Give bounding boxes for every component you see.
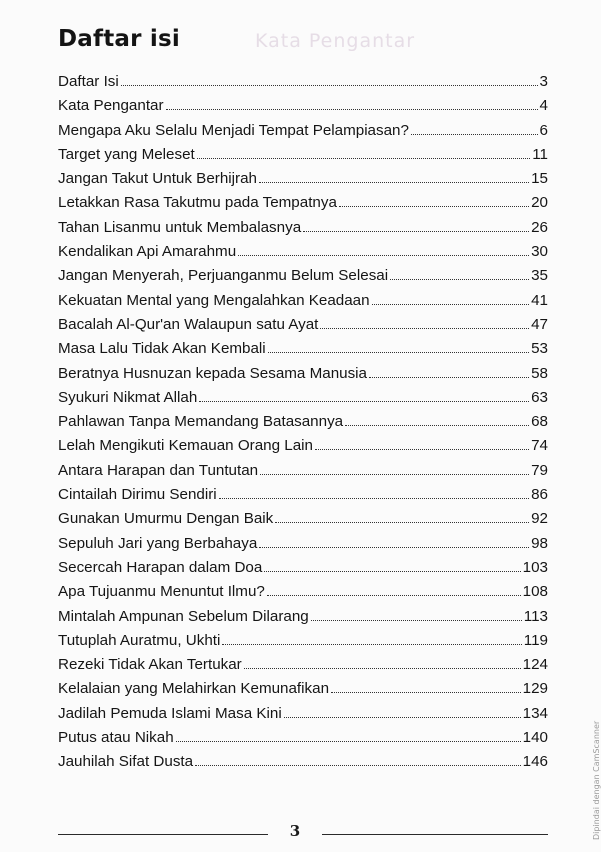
dot-leader — [275, 522, 529, 523]
toc-entry-title: Jauhilah Sifat Dusta — [58, 753, 194, 771]
toc-entry — [58, 362, 548, 386]
toc-entry-page: 129 — [522, 680, 548, 698]
dot-leader — [372, 304, 530, 305]
toc-entry — [58, 653, 548, 677]
toc-entry-page: 124 — [522, 656, 548, 674]
toc-entry — [58, 459, 548, 483]
toc-entry — [58, 580, 548, 604]
toc-entry — [58, 119, 548, 143]
dot-leader — [222, 644, 521, 645]
toc-entry-title: Lelah Mengikuti Kemauan Orang Lain — [58, 437, 313, 455]
dot-leader — [264, 571, 520, 572]
dot-leader — [369, 377, 529, 378]
page-number: 3 — [289, 822, 301, 840]
toc-entry-title: Syukuri Nikmat Allah — [58, 388, 198, 406]
toc-entry — [58, 191, 548, 215]
toc-entry-page: 4 — [539, 97, 548, 115]
toc-entry — [58, 702, 548, 726]
dot-leader — [303, 231, 529, 232]
toc-entry-page: 47 — [531, 315, 548, 333]
toc-entry-title: Jangan Takut Untuk Berhijrah — [58, 170, 257, 188]
dot-leader — [411, 134, 538, 135]
toc-entry-title: Kelalaian yang Melahirkan Kemunafikan — [58, 680, 330, 698]
toc-entry-page: 103 — [522, 558, 548, 576]
toc-entry — [58, 143, 548, 167]
toc-entry — [58, 337, 548, 361]
toc-entry-title: Kata Pengantar — [58, 97, 164, 115]
dot-leader — [345, 425, 529, 426]
dot-leader — [197, 158, 530, 159]
dot-leader — [339, 206, 529, 207]
toc-entry-page: 79 — [531, 461, 548, 479]
toc-entry-page: 53 — [531, 340, 548, 358]
toc-entry-title: Gunakan Umurmu Dengan Baik — [58, 510, 274, 528]
toc-entry-title: Jadilah Pemuda Islami Masa Kini — [58, 704, 282, 722]
toc-entry-title: Putus atau Nikah — [58, 729, 174, 747]
toc-entry-title: Beratnya Husnuzan kepada Sesama Manusia — [58, 364, 368, 382]
toc-entry-title: Apa Tujuanmu Menuntut Ilmu? — [58, 583, 265, 601]
toc-entry-page: 74 — [531, 437, 548, 455]
dot-leader — [260, 474, 529, 475]
toc-entry-title: Tahan Lisanmu untuk Membalasnya — [58, 218, 302, 236]
dot-leader — [315, 449, 529, 450]
toc-entry-page: 86 — [531, 486, 548, 504]
toc-entry-page: 11 — [532, 145, 548, 163]
toc-entry-title: Jangan Menyerah, Perjuanganmu Belum Selesai — [58, 267, 389, 285]
toc-entry — [58, 167, 548, 191]
toc-entry-title: Tutuplah Auratmu, Ukhti — [58, 631, 221, 649]
dot-leader — [284, 717, 521, 718]
toc-entry-page: 113 — [523, 607, 548, 625]
toc-entry — [58, 726, 548, 750]
toc-entry — [58, 483, 548, 507]
toc-entry-title: Bacalah Al-Qur'an Walaupun satu Ayat — [58, 315, 319, 333]
toc-entry-title: Sepuluh Jari yang Berbahaya — [58, 534, 258, 552]
table-of-contents — [58, 70, 548, 775]
toc-entry-title: Target yang Meleset — [58, 145, 195, 163]
toc-entry-page: 15 — [531, 170, 548, 188]
dot-leader — [259, 182, 529, 183]
dot-leader — [311, 620, 522, 621]
toc-entry-title: Kendalikan Api Amarahmu — [58, 243, 237, 261]
dot-leader — [199, 401, 529, 402]
toc-entry — [58, 507, 548, 531]
dot-leader — [166, 109, 538, 110]
toc-entry — [58, 677, 548, 701]
dot-leader — [267, 595, 521, 596]
dot-leader — [238, 255, 529, 256]
toc-entry-page: 63 — [531, 388, 548, 406]
bleed-through-text: Kata Pengantar — [255, 30, 416, 52]
toc-entry-page: 68 — [531, 413, 548, 431]
toc-entry-page: 26 — [531, 218, 548, 236]
page-title: Daftar isi — [58, 26, 180, 52]
toc-entry-page: 3 — [539, 73, 548, 90]
toc-entry-page: 6 — [539, 121, 548, 139]
toc-entry-page: 92 — [531, 510, 548, 528]
toc-entry — [58, 605, 548, 629]
dot-leader — [244, 668, 521, 669]
toc-entry — [58, 313, 548, 337]
toc-entry-page: 134 — [522, 704, 548, 722]
toc-entry — [58, 386, 548, 410]
toc-entry-title: Mengapa Aku Selalu Menjadi Tempat Pelampiasan? — [58, 121, 409, 139]
toc-entry — [58, 216, 548, 240]
dot-leader — [268, 352, 529, 353]
scanner-watermark-text: Dipindai dengan CamScanner — [592, 720, 601, 840]
toc-entry-title: Secercah Harapan dalam Doa — [58, 558, 263, 576]
dot-leader — [259, 547, 529, 548]
toc-entry-title: Masa Lalu Tidak Akan Kembali — [58, 340, 266, 358]
footer-rule-right — [322, 834, 548, 835]
toc-entry — [58, 556, 548, 580]
toc-entry-page: 41 — [531, 291, 548, 309]
toc-entry-title: Letakkan Rasa Takutmu pada Tempatnya — [58, 194, 337, 212]
toc-entry — [58, 264, 548, 288]
toc-entry-title: Daftar Isi — [58, 73, 119, 90]
toc-entry-page: 35 — [531, 267, 548, 285]
toc-entry — [58, 629, 548, 653]
toc-entry-title: Pahlawan Tanpa Memandang Batasannya — [58, 413, 344, 431]
dot-leader — [121, 85, 538, 86]
toc-entry-page: 58 — [531, 364, 548, 382]
toc-entry-title: Rezeki Tidak Akan Tertukar — [58, 656, 242, 674]
toc-entry — [58, 94, 548, 118]
toc-entry-page: 20 — [531, 194, 548, 212]
toc-entry-page: 140 — [522, 729, 548, 747]
footer-rule-left — [58, 834, 268, 835]
dot-leader — [219, 498, 529, 499]
toc-entry-title: Antara Harapan dan Tuntutan — [58, 461, 259, 479]
toc-entry — [58, 532, 548, 556]
toc-entry-page: 119 — [523, 631, 548, 649]
toc-entry-page: 146 — [522, 753, 548, 771]
scanner-watermark — [581, 720, 601, 840]
dot-leader — [390, 279, 529, 280]
toc-entry — [58, 289, 548, 313]
dot-leader — [331, 692, 521, 693]
dot-leader — [176, 741, 521, 742]
toc-entry — [58, 434, 548, 458]
toc-entry-page: 98 — [531, 534, 548, 552]
toc-entry — [58, 70, 548, 94]
toc-entry — [58, 240, 548, 264]
toc-entry — [58, 750, 548, 774]
toc-entry-title: Mintalah Ampunan Sebelum Dilarang — [58, 607, 309, 625]
toc-entry-page: 108 — [522, 583, 548, 601]
dot-leader — [320, 328, 529, 329]
toc-entry-title: Cintailah Dirimu Sendiri — [58, 486, 217, 504]
dot-leader — [195, 765, 521, 766]
toc-entry-page: 30 — [531, 243, 548, 261]
toc-entry — [58, 410, 548, 434]
toc-entry-title: Kekuatan Mental yang Mengalahkan Keadaan — [58, 291, 370, 309]
